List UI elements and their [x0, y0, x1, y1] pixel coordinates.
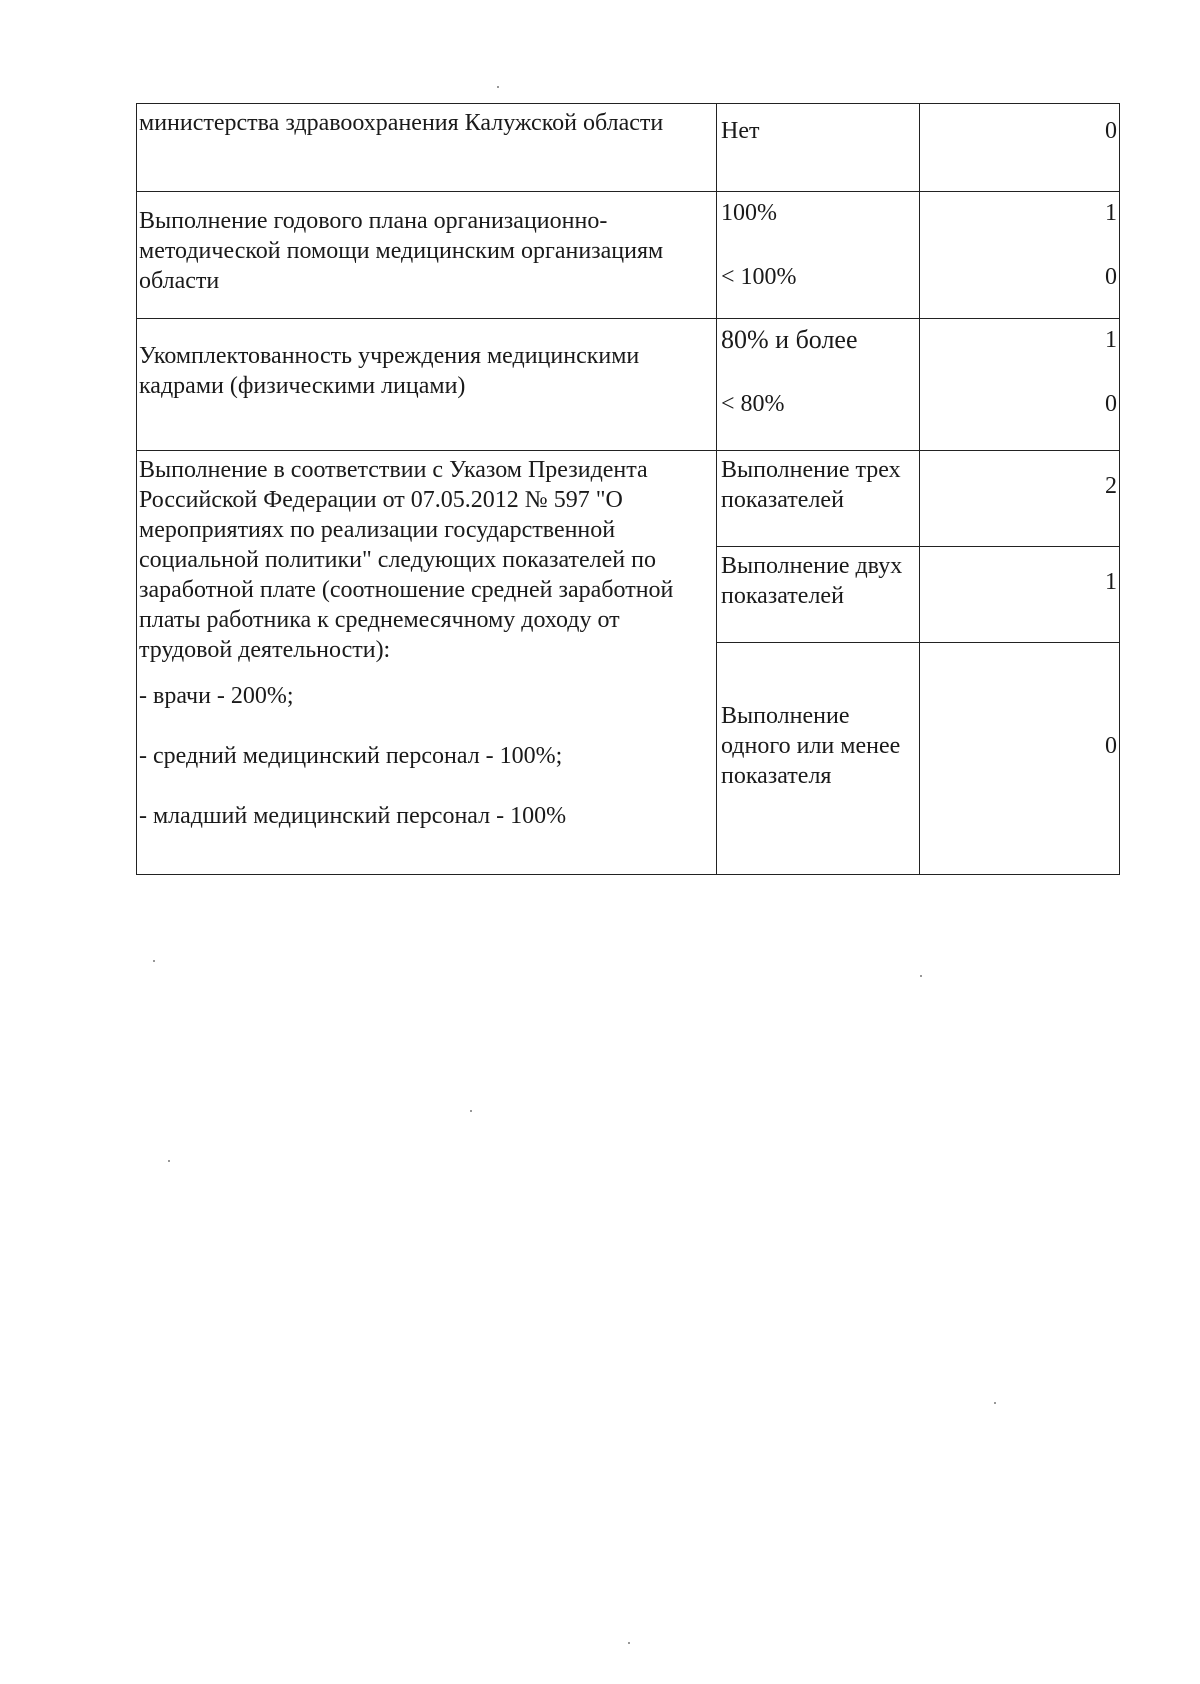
table-row: [137, 104, 1120, 192]
points-value: 2: [1105, 473, 1117, 499]
option-cell: [717, 547, 920, 643]
option-cell: [717, 104, 920, 192]
list-item: - младший медицинский персонал - 100%: [139, 803, 567, 829]
criterion-text: Укомплектованность учреждения медицинскими кадрами (физическими лицами): [139, 343, 640, 399]
points-cell: [920, 643, 1120, 875]
option-cell: [717, 643, 920, 875]
criteria-table: [136, 103, 1120, 875]
points-value: 1: [1105, 200, 1117, 226]
option-label: < 100%: [721, 264, 797, 290]
points-cell: [920, 451, 1120, 547]
scan-speck: [497, 86, 499, 88]
option-cell: [717, 192, 920, 319]
points-cell: [920, 104, 1120, 192]
criterion-text: Выполнение годового плана организационно-методической помощи медицинским организациям области: [139, 208, 664, 294]
table-row: [137, 451, 1120, 547]
criterion-cell: [137, 192, 717, 319]
option-label: Выполнение трех показателей: [721, 457, 901, 513]
option-label: 100%: [721, 200, 777, 226]
list-item: - врачи - 200%;: [139, 683, 294, 709]
scan-speck: [920, 975, 922, 977]
points-value: 0: [1105, 264, 1117, 290]
scan-speck: [628, 1642, 630, 1644]
points-cell: [920, 319, 1120, 451]
criterion-cell: [137, 451, 717, 875]
points-value: 0: [1105, 391, 1117, 417]
criterion-cell: [137, 319, 717, 451]
table-row: [137, 192, 1120, 319]
scan-speck: [153, 960, 155, 962]
criterion-text: Выполнение в соответствии с Указом Президента Российской Федерации от 07.05.2012 № 597 "О мероприятиях по реализации государственной социальной политики" следующих показателей по заработной плате (соотношение средней заработной платы работника к среднемесячному доходу от трудовой деятельности):: [139, 457, 674, 663]
scan-speck: [994, 1402, 996, 1404]
points-value: 0: [1105, 118, 1117, 144]
option-label: Выполнение двух показателей: [721, 553, 903, 609]
option-label: 80% и более: [721, 325, 858, 354]
option-label: Нет: [721, 118, 760, 144]
scan-speck: [470, 1110, 472, 1112]
scan-speck: [168, 1160, 170, 1162]
option-label: < 80%: [721, 391, 785, 417]
points-value: 1: [1105, 569, 1117, 595]
points-value: 0: [1105, 733, 1117, 759]
points-cell: [920, 192, 1120, 319]
criterion-cell: [137, 104, 717, 192]
option-cell: [717, 319, 920, 451]
points-value: 1: [1105, 327, 1117, 353]
criterion-text: министерства здравоохранения Калужской области: [139, 110, 664, 136]
table-row: [137, 319, 1120, 451]
option-cell: [717, 451, 920, 547]
option-label: Выполнение одного или менее показателя: [721, 703, 901, 789]
list-item: - средний медицинский персонал - 100%;: [139, 743, 563, 769]
points-cell: [920, 547, 1120, 643]
